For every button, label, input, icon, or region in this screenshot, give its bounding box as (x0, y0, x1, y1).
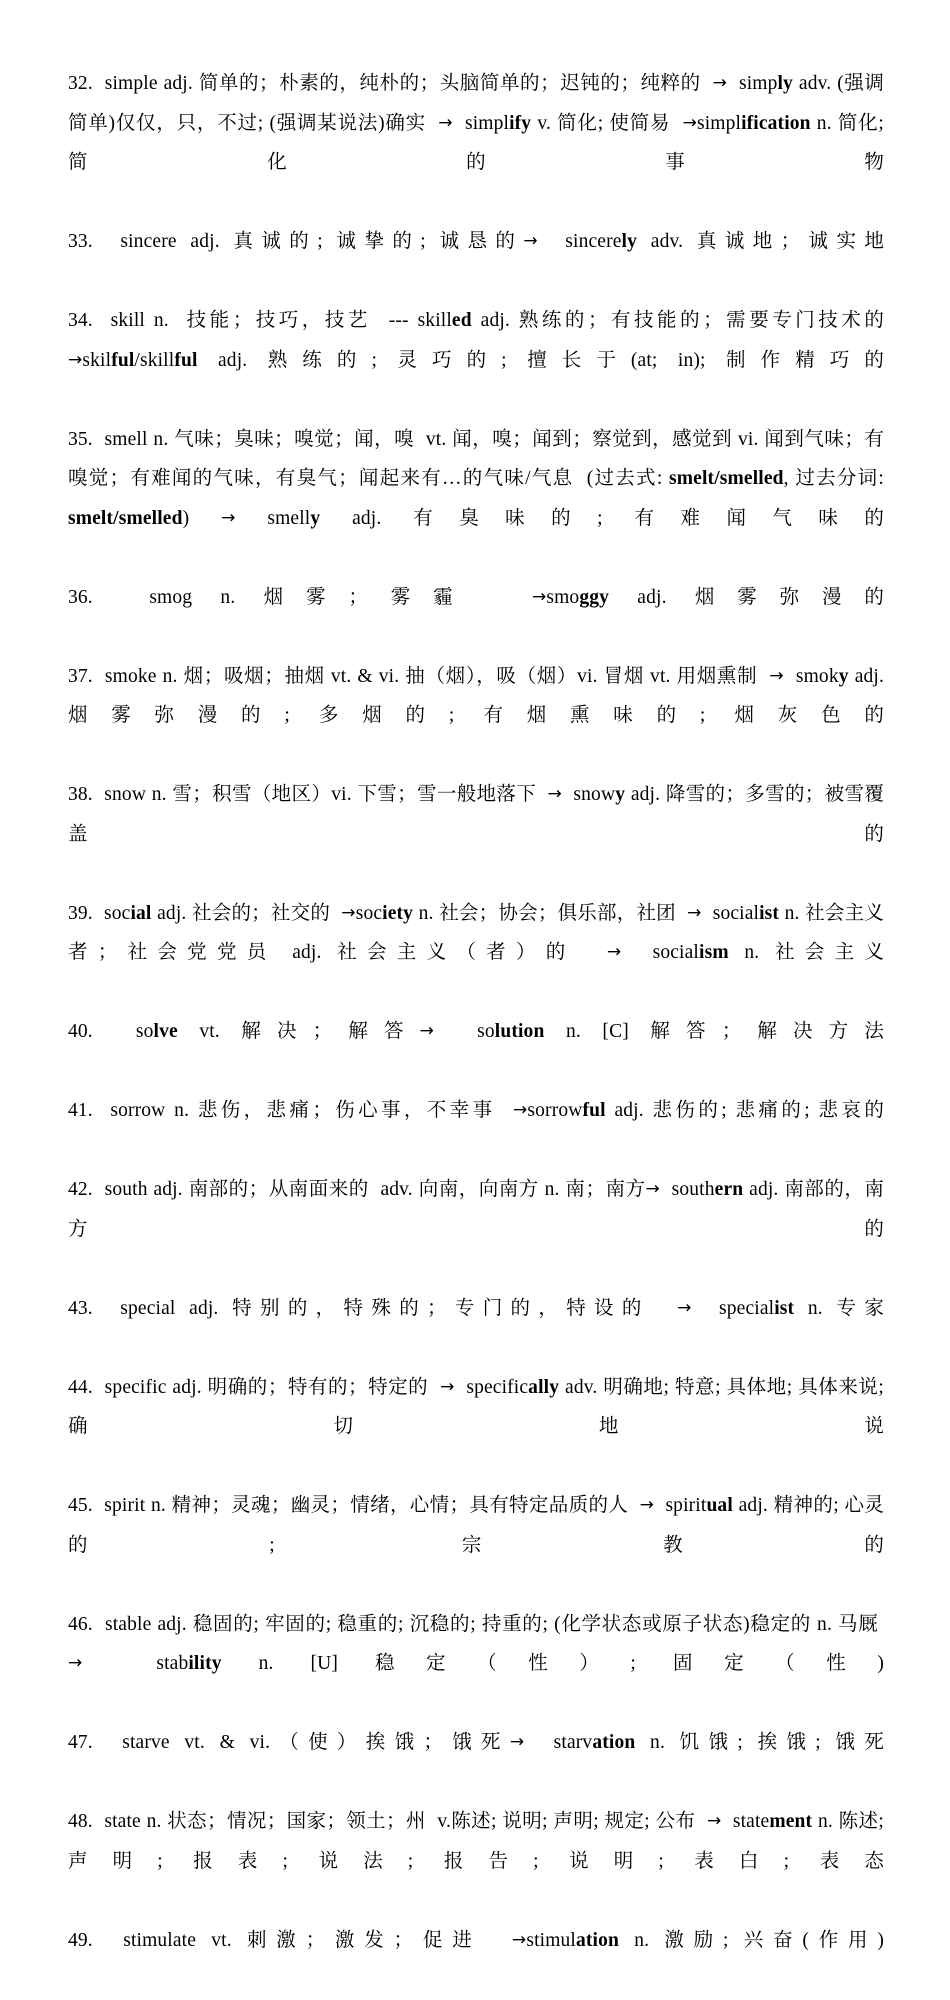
vocabulary-entry: 48. state n. 状态；情况；国家；领土；州 v.陈述; 说明; 声明; 规定; 公布 → statement n. 陈述; 声明; 报表; 说法; 报告; 说明; 表白; 表态 (68, 1811, 884, 1872)
vocabulary-entry: 34. skill n. 技能；技巧，技艺 --- skilled adj. 熟练的；有技能的；需要专门技术的 →skilful/skillful adj. 熟练的; 灵巧的; 擅长于(at; in); 制作精巧的 (68, 310, 885, 371)
vocabulary-entry: 44. specific adj. 明确的；特有的；特定的 → specifically adv. 明确地; 特意; 具体地; 具体来说; 确切地说 (68, 1376, 884, 1437)
vocabulary-entry: 38. snow n. 雪；积雪（地区）vi. 下雪；雪一般地落下 → snowy adj. 降雪的；多雪的；被雪覆盖的 (68, 784, 884, 845)
vocabulary-entry: 35. smell n. 气味；臭味；嗅觉；闻，嗅 vt. 闻，嗅；闻到；察觉到，感觉到 vi. 闻到气味；有嗅觉；有难闻的气味，有臭气；闻起来有…的气味/气息 (过去式: smelt/smelled, 过去分词: smelt/smelled) → smelly adj. 有臭味的; 有难闻气味的 (68, 428, 885, 529)
vocabulary-entry: 46. stable adj. 稳固的; 牢固的; 稳重的; 沉稳的; 持重的; (化学状态或原子状态)稳定的 n. 马厩 → stability n. [U] 稳定（性）; 固定（性) (68, 1613, 884, 1674)
vocabulary-entry: 32. simple adj. 简单的；朴素的，纯朴的；头脑简单的；迟钝的；纯粹的 → simply adv. (强调简单)仅仅，只，不过; (强调某说法)确实 → simplify v. 简化; 使简易 →simplification n. 简化; 简化的事物 (68, 73, 885, 173)
vocabulary-entry: 49. stimulate vt. 刺激；激发；促进 →stimulation n. 激励; 兴奋(作用) (68, 1929, 884, 1951)
vocabulary-entry: 43. special adj. 特别的，特殊的；专门的，特设的 → specialist n. 专家 (68, 1297, 884, 1319)
vocabulary-entry: 39. social adj. 社会的；社交的 →society n. 社会；协会；俱乐部，社团 → socialist n. 社会主义者；社会党党员 adj. 社会主义（者）的 → socialism n. 社会主义 (68, 902, 885, 963)
vocabulary-entry: 40. solve vt. 解决；解答→ solution n. [C] 解答；解决方法 (68, 1021, 884, 1042)
vocabulary-entry: 36. smog n. 烟雾；雾霾 →smoggy adj. 烟雾弥漫的 (68, 586, 884, 608)
vocabulary-entry: 37. smoke n. 烟；吸烟；抽烟 vt. & vi. 抽（烟），吸（烟）vi. 冒烟 vt. 用烟熏制 → smoky adj. 烟雾弥漫的; 多烟的; 有烟熏味的; 烟灰色的 (68, 665, 884, 726)
vocabulary-entry: 33. sincere adj. 真诚的; 诚挚的; 诚恳的→ sincerely adv. 真诚地；诚实地 (68, 231, 884, 252)
vocabulary-entry: 47. starve vt. & vi.（使）挨饿；饿死→ starvation n. 饥饿; 挨饿; 饿死 (68, 1732, 884, 1753)
vocabulary-entry-list (68, 64, 884, 2000)
vocabulary-entry: 42. south adj. 南部的；从南面来的 adv. 向南，向南方 n. 南；南方→ southern adj. 南部的，南方的 (68, 1179, 884, 1240)
vocabulary-entry: 41. sorrow n. 悲伤，悲痛；伤心事，不幸事 →sorrowful adj. 悲伤的; 悲痛的; 悲哀的 (68, 1100, 884, 1121)
vocabulary-entry: 45. spirit n. 精神；灵魂；幽灵；情绪，心情；具有特定品质的人 → spiritual adj. 精神的; 心灵的; 宗教的 (68, 1495, 884, 1556)
